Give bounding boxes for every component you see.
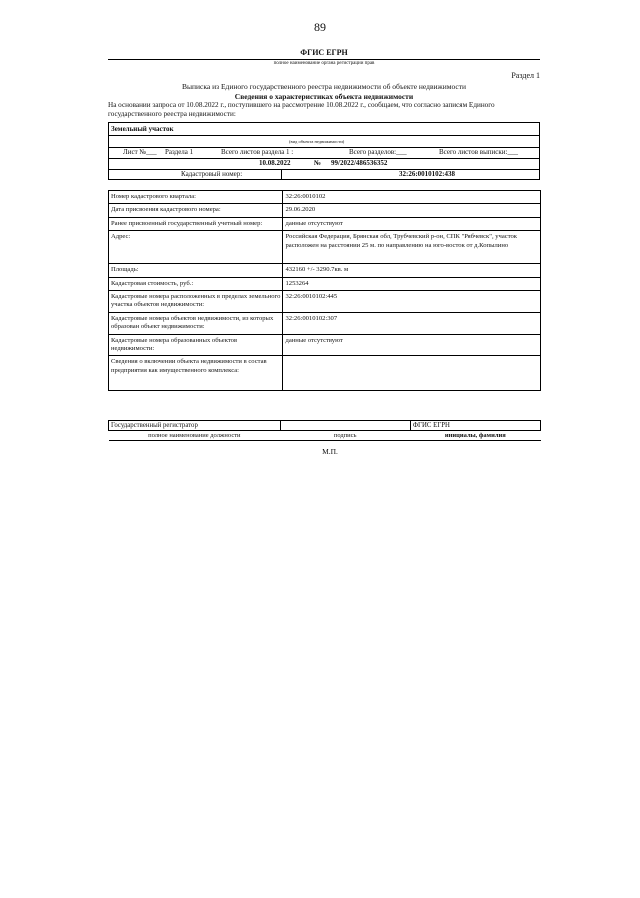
cadastral-label: Кадастровый номер: — [181, 170, 243, 178]
row-label: Кадастровая стоимость, руб.: — [109, 277, 283, 290]
table-row — [109, 217, 541, 230]
row-label: Кадастровые номера образованных объектов недвижимости: — [109, 334, 283, 356]
signature-block — [108, 420, 541, 441]
row-value: 29.06.2020 — [283, 204, 541, 217]
row-label: Дата присвоения кадастрового номера: — [109, 204, 283, 217]
table-row — [109, 334, 541, 356]
caption-position: полное наименование должности — [109, 431, 281, 441]
cadastral-divider — [281, 169, 282, 180]
row-value: 432160 +/- 3290.7кв. м — [283, 264, 541, 277]
table-row — [109, 356, 541, 391]
document-subtitle: Сведения о характеристиках объекта недвижимости — [234, 92, 414, 101]
row-label: Кадастровые номера объектов недвижимости, из которых образован объект недвижимости: — [109, 312, 283, 334]
section-number: Раздела 1 — [165, 148, 194, 156]
stamp-place: М.П. — [322, 447, 338, 456]
row-value: 1253264 — [283, 277, 541, 290]
object-header-box — [108, 122, 540, 180]
cadastral-row — [109, 169, 539, 180]
row-value — [283, 356, 541, 391]
row-label: Сведения о включении объекта недвижимости в состав предприятия как имущественного комплекса: — [109, 356, 283, 391]
table-row — [109, 231, 541, 264]
object-type: Земельный участок — [111, 125, 174, 133]
registration-authority: ФГИС ЕГРН — [300, 48, 348, 57]
row-value: 32:26:0010102:307 — [283, 312, 541, 334]
number-sign: № — [314, 159, 322, 167]
extract-number: 99/2022/486536352 — [331, 159, 388, 167]
sections-total: Всего разделов:___ — [349, 148, 407, 156]
signature-caption-row — [109, 431, 541, 441]
authority-caption: полное наименование органа регистрации прав — [273, 61, 375, 66]
row-label: Площадь: — [109, 264, 283, 277]
row-value: 32:26:0010102 — [283, 191, 541, 204]
page-number: 89 — [314, 20, 326, 34]
basis-statement: На основании запроса от 10.08.2022 г., поступившего на рассмотрение 10.08.2022 г., сообщаем, что согласно записям Единого государственного реестра недвижимости: — [108, 101, 495, 118]
object-type-caption: (вид объекта недвижимости) — [289, 139, 345, 144]
signature-row — [109, 421, 541, 431]
table-row — [109, 291, 541, 313]
table-row — [109, 312, 541, 334]
table-row — [109, 204, 541, 217]
row-label: Кадастровые номера расположенных в пределах земельного участка объектов недвижимости: — [109, 291, 283, 313]
row-value: данные отсутствуют — [283, 334, 541, 356]
document-title: Выписка из Единого государственного реестра недвижимости об объекте недвижимости — [181, 82, 467, 91]
sheets-total: Всего листов выписки:___ — [439, 148, 518, 156]
table-row — [109, 191, 541, 204]
caption-signature: подпись — [280, 431, 410, 441]
row-value: Российская Федерация, Брянская обл, Трубчевский р-он, СПК "Рябчевск", участок расположен на расстоянии 25 м. по направлению на юго-восток от д.Копылино — [283, 231, 541, 264]
table-row — [109, 277, 541, 290]
registrar-position: Государственный регистратор — [109, 421, 281, 431]
characteristics-table — [108, 190, 541, 391]
authority-underline — [108, 59, 540, 60]
row-label: Ранее присвоенный государственный учетный номер: — [109, 217, 283, 230]
cadastral-number: 32:26:0010102:438 — [399, 170, 455, 178]
sheets-in-section: Всего листов раздела 1 : — [221, 148, 294, 156]
row-value: данные отсутствуют — [283, 217, 541, 230]
registrar-name: ФГИС ЕГРН — [410, 421, 540, 431]
caption-initials: инициалы, фамилия — [410, 431, 540, 441]
section-label: Раздел 1 — [511, 71, 540, 80]
extract-date: 10.08.2022 — [259, 159, 291, 167]
sheet-number: Лист №___ — [123, 148, 157, 156]
table-row — [109, 264, 541, 277]
signature-field — [280, 421, 410, 431]
row-label: Адрес: — [109, 231, 283, 264]
row-label: Номер кадастрового квартала: — [109, 191, 283, 204]
row-value: 32:26:0010102:445 — [283, 291, 541, 313]
